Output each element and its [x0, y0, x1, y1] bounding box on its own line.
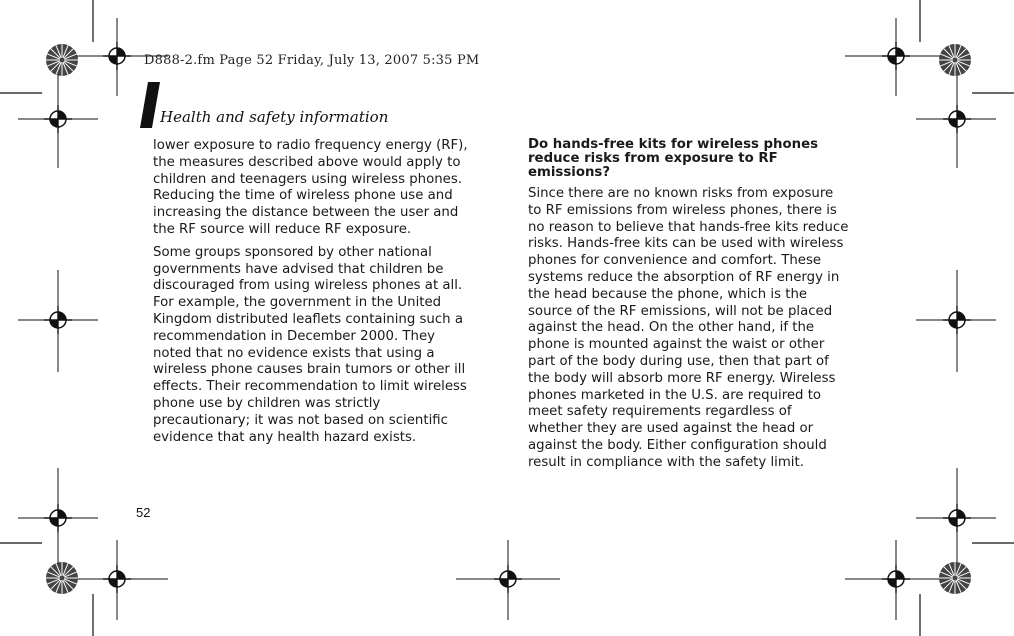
left-paragraph-2: Some groups sponsored by other national governments have advised that children be discouraged from using wireless phones at all. For example, the government in the United Kingdom distributed leaflets containing such a recommendation in December 2000. They noted that no evidence exists that using a wireless phone causes brain tumors or other ill effects. Their recommendation to limit wireless phone use by children was strictly precautionary; it was not based on scientific evidence that any health hazard exists.: [153, 244, 467, 445]
right-paragraph-1: Since there are no known risks from exposure to RF emissions from wireless phones, there is no reason to believe that hands-free kits reduce risks. Hands-free kits can be used with wireless phones for convenience and comfort. These systems reduce the absorption of RF energy in the head because the phone, which is the source of the RF emissions, will not be placed against the head. On the other hand, if the phone is mounted against the waist or other part of the body during use, then that part of the body will absorb more RF energy. Wireless phones marketed in the U.S. are required to meet safety requirements regardless of whether they are used against the head or against the body. Either configuration should result in compliance with the safety limit.: [528, 186, 849, 470]
section-header-title: Health and safety information: [160, 108, 389, 126]
page-number: 52: [136, 505, 151, 520]
right-heading: Do hands-free kits for wireless phones reduce risks from exposure to RF emissions?: [528, 137, 819, 180]
right-column: [528, 138, 868, 478]
left-column: [153, 138, 493, 452]
print-info-slug: D888-2.fm Page 52 Friday, July 13, 2007 5:35 PM: [144, 53, 480, 68]
left-paragraph-1: lower exposure to radio frequency energy (RF), the measures described above would apply to children and teenagers using wireless phones. Reducing the time of wireless phone use and increasing the distance between the user and the RF source will reduce RF exposure.: [153, 138, 468, 237]
header-accent-bar: [140, 82, 160, 128]
